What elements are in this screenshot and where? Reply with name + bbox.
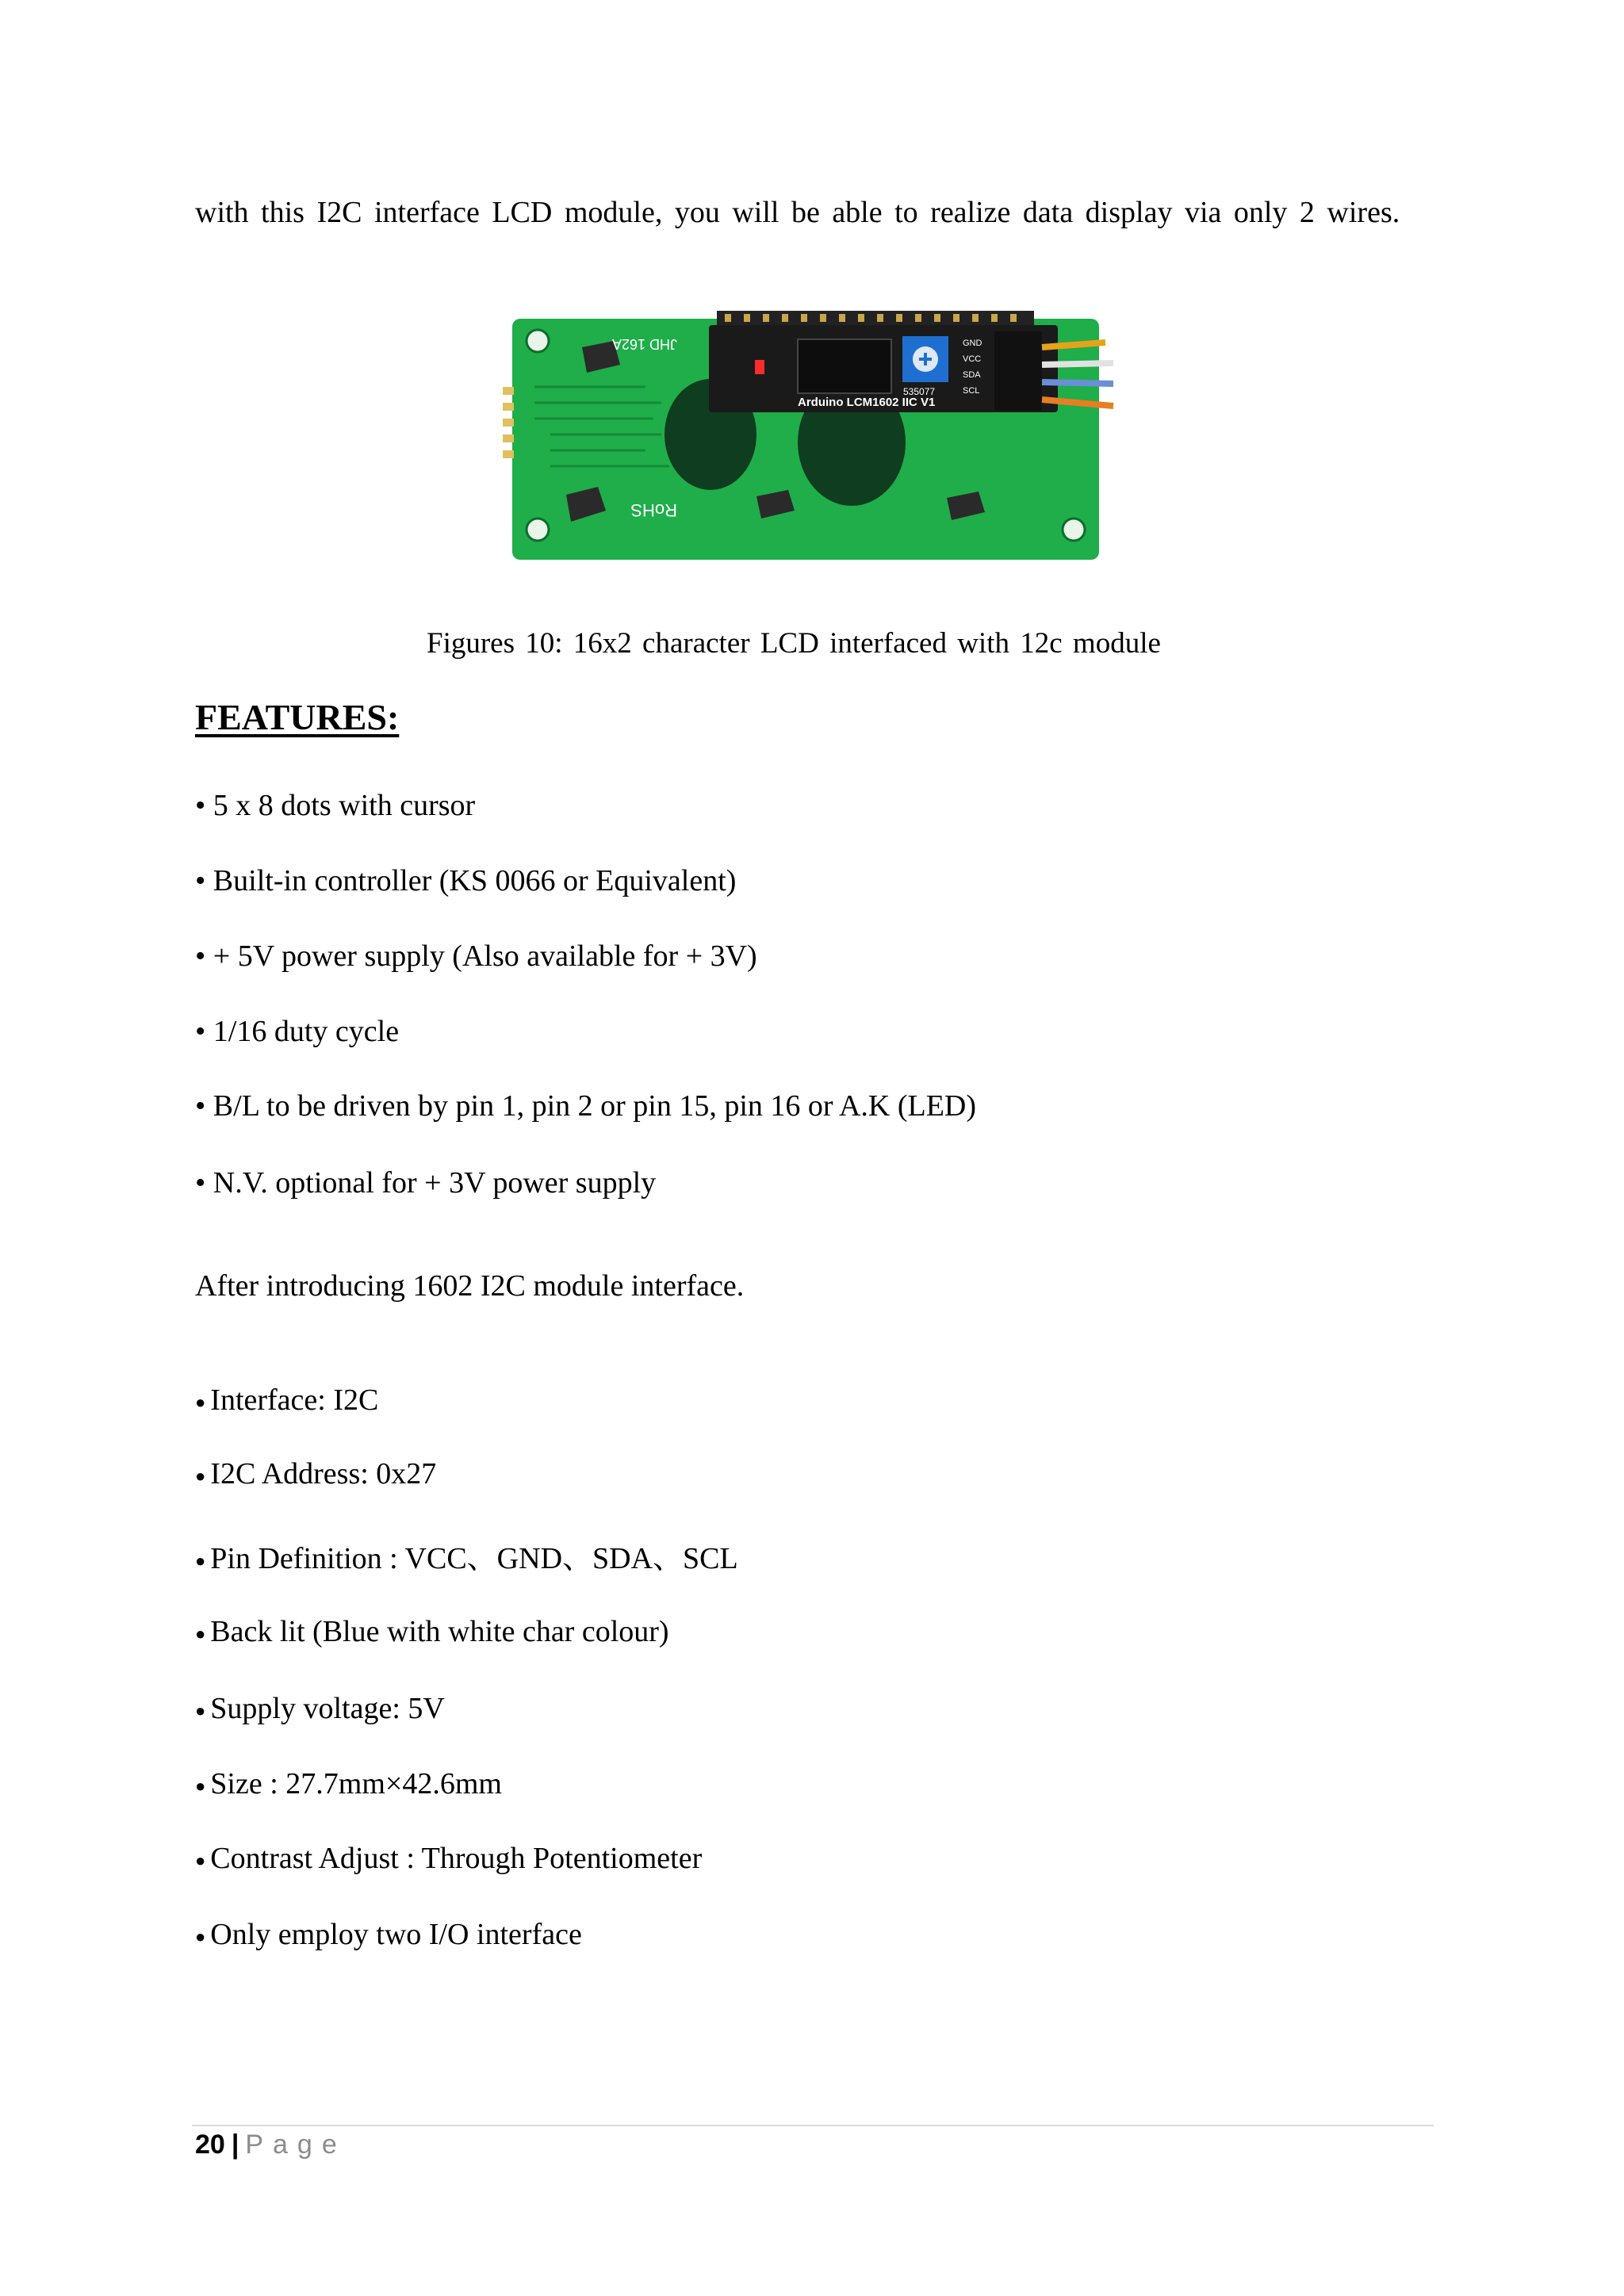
board-model-label: JHD 162A [611, 336, 677, 352]
features-heading: FEATURES: [195, 697, 400, 737]
feature-item: • 5 x 8 dots with cursor [195, 789, 476, 822]
bullet-icon: ● [195, 1701, 206, 1721]
rohs-label: RoHS [630, 500, 677, 520]
spec-text: Supply voltage: 5V [210, 1692, 445, 1725]
pin-label-gnd: GND [963, 339, 982, 348]
bullet-icon: ● [195, 1850, 206, 1871]
spec-item [195, 1383, 378, 1418]
spec-text: Size : 27.7mm×42.6mm [210, 1767, 502, 1800]
bullet-icon: ● [195, 1466, 206, 1487]
page-footer [195, 2130, 347, 2160]
feature-item: • B/L to be driven by pin 1, pin 2 or pin 15, pin 16 or A.K (LED) [195, 1089, 977, 1123]
spec-item [195, 1766, 502, 1801]
spec-text: Pin Definition : VCC、GND、SDA、SCL [210, 1542, 738, 1575]
module-label: Arduino LCM1602 IIC V1 [798, 396, 936, 409]
page-label: Page [245, 2130, 347, 2160]
intro-paragraph: with this I2C interface LCD module, you will be able to realize data display via only 2 wires. [195, 196, 1400, 229]
spec-text: Back lit (Blue with white char colour) [210, 1615, 669, 1648]
lcd-module-image [503, 308, 1126, 590]
spec-text: Contrast Adjust : Through Potentiometer [210, 1842, 703, 1875]
page-number: 20 [195, 2130, 225, 2160]
figure-caption: Figures 10: 16x2 character LCD interfaced with 12c module [427, 627, 1161, 660]
feature-item: • Built-in controller (KS 0066 or Equivalent) [195, 864, 737, 897]
bullet-icon: ● [195, 1927, 206, 1947]
feature-item: • 1/16 duty cycle [195, 1015, 400, 1048]
spec-item [195, 1917, 582, 1952]
pin-label-vcc: VCC [963, 354, 982, 364]
feature-item: • + 5V power supply (Also available for + 3V) [195, 939, 757, 973]
spec-item [195, 1614, 669, 1649]
spec-item [195, 1841, 702, 1876]
spec-text: Interface: I2C [210, 1383, 379, 1417]
bullet-icon: ● [195, 1551, 206, 1571]
spec-text: I2C Address: 0x27 [210, 1457, 437, 1490]
spec-text: Only employ two I/O interface [210, 1918, 582, 1951]
pin-label-sda: SDA [963, 370, 981, 380]
after-paragraph: After introducing 1602 I2C module interface. [195, 1269, 745, 1303]
bullet-icon: ● [195, 1776, 206, 1797]
footer-divider [192, 2125, 1434, 2126]
spec-item [195, 1533, 738, 1577]
spec-item [195, 1691, 445, 1726]
footer-separator: | [231, 2130, 239, 2160]
feature-item: • N.V. optional for + 3V power supply [195, 1166, 657, 1200]
bullet-icon: ● [195, 1392, 206, 1413]
chip-label: 535077 [903, 386, 936, 397]
spec-item [195, 1456, 436, 1491]
bullet-icon: ● [195, 1624, 206, 1644]
pin-label-scl: SCL [963, 386, 980, 396]
